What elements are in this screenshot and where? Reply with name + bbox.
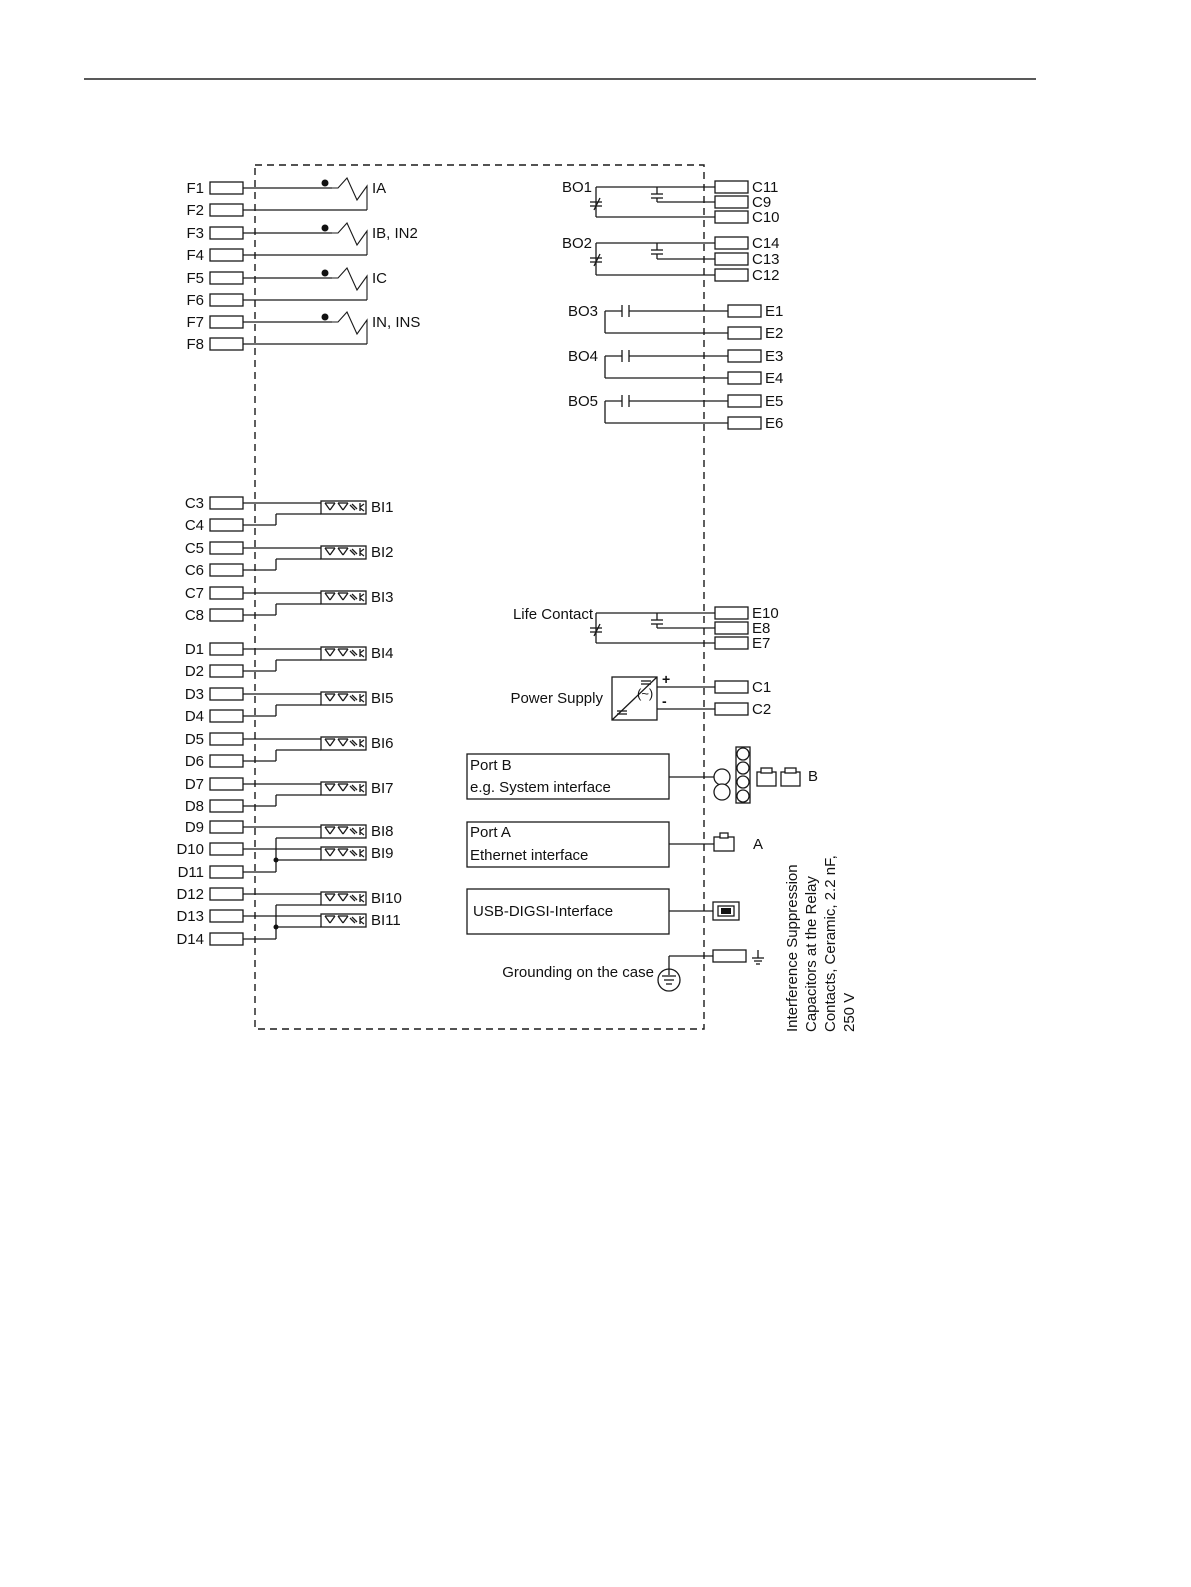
optocoupler-symbol — [321, 647, 366, 660]
terminal-d10 — [210, 843, 243, 855]
terminal-f6 — [210, 294, 243, 306]
terminal-f7 — [210, 316, 243, 328]
port-a-title: Port A — [470, 824, 511, 841]
terminal-d7 — [210, 778, 243, 790]
current-input-in-ins — [186, 312, 420, 353]
binary-input-bi3 — [185, 585, 394, 624]
terminal-c10 — [715, 211, 748, 223]
terminal-f8 — [210, 338, 243, 350]
output-label: BO2 — [561, 235, 592, 252]
terminal-label-d13: D13 — [176, 908, 204, 925]
binary-input-label: BI5 — [371, 690, 394, 707]
terminal-label-e3: E3 — [765, 348, 784, 365]
binary-input-label: BI11 — [371, 912, 401, 929]
terminal-label-d7: D7 — [184, 776, 204, 793]
terminal-c6 — [210, 564, 243, 576]
polarity-dot — [322, 180, 329, 187]
terminal-f4 — [210, 249, 243, 261]
binary-input-bi5 — [185, 686, 394, 725]
current-transformer-symbol — [332, 268, 367, 300]
terminal-label-d4: D4 — [184, 708, 204, 725]
fiber-optic-connector-icon — [714, 747, 800, 803]
terminal-label-f3: F3 — [186, 225, 204, 242]
terminal-c13 — [715, 253, 748, 265]
optocoupler-symbol — [321, 782, 366, 795]
optocoupler-symbol — [321, 501, 366, 514]
terminal-e2 — [728, 327, 761, 339]
ethernet-connector-icon — [714, 833, 734, 851]
terminal-d13 — [210, 910, 243, 922]
polarity-dot — [322, 270, 329, 277]
terminal-label-c9: C9 — [752, 194, 772, 211]
current-input-label: IC — [372, 270, 387, 287]
terminal-label-c11: C11 — [752, 179, 779, 196]
terminal-c11 — [715, 181, 748, 193]
terminal-e1 — [728, 305, 761, 317]
optocoupler-symbol — [321, 546, 366, 559]
terminal-label-e6: E6 — [765, 415, 784, 432]
port-a-connector-label: A — [753, 836, 764, 853]
terminal-label-c2: C2 — [752, 701, 772, 718]
terminal-c9 — [715, 196, 748, 208]
terminal-label-c6: C6 — [184, 562, 204, 579]
binary-output-bo3 — [568, 303, 783, 342]
optocoupler-symbol — [321, 914, 366, 927]
power-minus-label: - — [662, 693, 667, 709]
binary-input-label: BI1 — [371, 499, 394, 516]
binary-input-label: BI7 — [371, 780, 394, 797]
terminal-d2 — [210, 665, 243, 677]
polarity-dot — [322, 225, 329, 232]
output-label: Life Contact — [512, 606, 593, 623]
terminal-c8 — [210, 609, 243, 621]
terminal-e4 — [728, 372, 761, 384]
current-input-label: IA — [372, 180, 387, 197]
terminal-label-c5: C5 — [184, 540, 204, 557]
terminal-c14 — [715, 237, 748, 249]
usb-b-connector-icon — [713, 902, 739, 920]
terminal-label-d5: D5 — [184, 731, 204, 748]
binary-input-group-bi8-bi9 — [176, 819, 393, 881]
current-input-ic — [186, 268, 387, 309]
current-transformer-symbol — [332, 178, 367, 210]
binary-input-label: BI2 — [371, 544, 394, 561]
binary-input-bi2 — [185, 540, 394, 579]
port-a-subtitle: Ethernet interface — [470, 847, 589, 864]
terminal-label-f7: F7 — [186, 314, 204, 331]
terminal-label-e2: E2 — [765, 325, 784, 342]
terminal-label-c3: C3 — [184, 495, 204, 512]
terminal-label-e4: E4 — [765, 370, 784, 387]
polarity-dot — [322, 314, 329, 321]
terminal-label-c13: C13 — [752, 251, 780, 268]
power-supply-label: Power Supply — [510, 690, 603, 707]
terminal-e7 — [715, 637, 748, 649]
terminal-label-c14: C14 — [752, 235, 780, 252]
binary-input-label: BI8 — [371, 823, 394, 840]
terminal-label-f2: F2 — [186, 202, 204, 219]
terminal-c1 — [715, 681, 748, 693]
terminal-label-d12: D12 — [176, 886, 204, 903]
terminal-d3 — [210, 688, 243, 700]
terminal-label-e1: E1 — [765, 303, 784, 320]
binary-output-bo1 — [562, 179, 780, 226]
life-contact — [513, 605, 779, 652]
terminal-d4 — [210, 710, 243, 722]
port-b-title: Port B — [470, 757, 512, 774]
terminal-f5 — [210, 272, 243, 284]
terminal-label-d6: D6 — [184, 753, 204, 770]
binary-input-group-bi10-bi11 — [176, 886, 401, 948]
terminal-d5 — [210, 733, 243, 745]
optocoupler-symbol — [321, 825, 366, 838]
terminal-c7 — [210, 587, 243, 599]
terminal-d12 — [210, 888, 243, 900]
usb-label: USB-DIGSI-Interface — [473, 903, 614, 920]
terminal-label-c4: C4 — [184, 517, 204, 534]
terminal-label-f1: F1 — [186, 180, 204, 197]
terminal-label-f8: F8 — [186, 336, 204, 353]
terminal-d11 — [210, 866, 243, 878]
terminal-label-d8: D8 — [184, 798, 204, 815]
binary-input-label: BI9 — [371, 845, 394, 862]
terminal-label-e5: E5 — [765, 393, 784, 410]
terminal-label-d1: D1 — [184, 641, 204, 658]
power-plus-label: + — [662, 671, 671, 687]
note-line-3: Contacts, Ceramic, 2.2 nF, — [822, 855, 839, 1032]
optocoupler-symbol — [321, 692, 366, 705]
earth-icon — [752, 950, 764, 964]
grounding — [502, 950, 764, 991]
terminal-d6 — [210, 755, 243, 767]
junction-dot — [274, 925, 279, 930]
terminal-d1 — [210, 643, 243, 655]
note-line-2: Capacitors at the Relay — [803, 876, 820, 1032]
terminal-e10 — [715, 607, 748, 619]
binary-input-bi6 — [185, 731, 394, 770]
port-b-subtitle: e.g. System interface — [470, 779, 611, 796]
terminal-label-f5: F5 — [186, 270, 204, 287]
terminal-label-d3: D3 — [184, 686, 204, 703]
terminal-d14 — [210, 933, 243, 945]
current-input-ia — [186, 178, 386, 219]
note-line-1: Interference Suppression — [784, 864, 801, 1032]
output-label: BO3 — [567, 303, 598, 320]
terminal-f3 — [210, 227, 243, 239]
current-input-ib-in2 — [186, 223, 417, 264]
binary-output-bo4 — [568, 348, 783, 387]
terminal-d8 — [210, 800, 243, 812]
terminal-label-f6: F6 — [186, 292, 204, 309]
optocoupler-symbol — [321, 737, 366, 750]
binary-output-bo5 — [568, 393, 783, 432]
terminal-c3 — [210, 497, 243, 509]
terminal-c2 — [715, 703, 748, 715]
port-a — [467, 822, 763, 867]
current-transformer-symbol — [332, 312, 367, 344]
terminal-label-d2: D2 — [184, 663, 204, 680]
output-label: BO5 — [567, 393, 598, 410]
terminal-label-e8: E8 — [752, 620, 771, 637]
terminal-label-f4: F4 — [186, 247, 204, 264]
terminal-e5 — [728, 395, 761, 407]
terminal-f1 — [210, 182, 243, 194]
terminal-d9 — [210, 821, 243, 833]
usb-interface — [467, 889, 739, 934]
grounding-label: Grounding on the case — [502, 964, 654, 981]
terminal-label-e10: E10 — [752, 605, 779, 622]
binary-input-label: BI4 — [371, 645, 394, 662]
output-label: BO4 — [567, 348, 598, 365]
terminal-label-c10: C10 — [752, 209, 780, 226]
terminal-label-c7: C7 — [184, 585, 204, 602]
terminal-label-d11: D11 — [177, 864, 204, 881]
terminal-c5 — [210, 542, 243, 554]
output-label: BO1 — [561, 179, 592, 196]
optocoupler-symbol — [321, 591, 366, 604]
binary-input-bi7 — [185, 776, 394, 815]
note-line-4: 250 V — [841, 992, 858, 1032]
terminal-f2 — [210, 204, 243, 216]
terminal-label-d10: D10 — [176, 841, 204, 858]
current-input-label: IN, INS — [372, 314, 421, 331]
terminal-label-c12: C12 — [752, 267, 780, 284]
terminal-label-c1: C1 — [752, 679, 772, 696]
terminal-e8 — [715, 622, 748, 634]
binary-input-label: BI6 — [371, 735, 394, 752]
terminal-e3 — [728, 350, 761, 362]
port-b-connector-label: B — [808, 768, 819, 785]
port-b — [467, 747, 818, 803]
terminal-label-d9: D9 — [184, 819, 204, 836]
suppression-note — [784, 855, 858, 1032]
junction-dot — [274, 858, 279, 863]
optocoupler-symbol — [321, 847, 366, 860]
optocoupler-symbol — [321, 892, 366, 905]
current-transformer-symbol — [332, 223, 367, 255]
binary-input-label: BI10 — [371, 890, 402, 907]
binary-input-bi4 — [185, 641, 394, 680]
ac-symbol: (~) — [637, 686, 654, 701]
terminal-label-c8: C8 — [184, 607, 204, 624]
terminal-c4 — [210, 519, 243, 531]
terminal-label-e7: E7 — [752, 635, 771, 652]
power-supply — [510, 671, 771, 720]
terminal-ground — [713, 950, 746, 962]
terminal-e6 — [728, 417, 761, 429]
terminal-label-d14: D14 — [176, 931, 204, 948]
binary-input-label: BI3 — [371, 589, 394, 606]
terminal-c12 — [715, 269, 748, 281]
binary-output-bo2 — [562, 235, 780, 284]
current-input-label: IB, IN2 — [372, 225, 418, 242]
binary-input-bi1 — [185, 495, 394, 534]
